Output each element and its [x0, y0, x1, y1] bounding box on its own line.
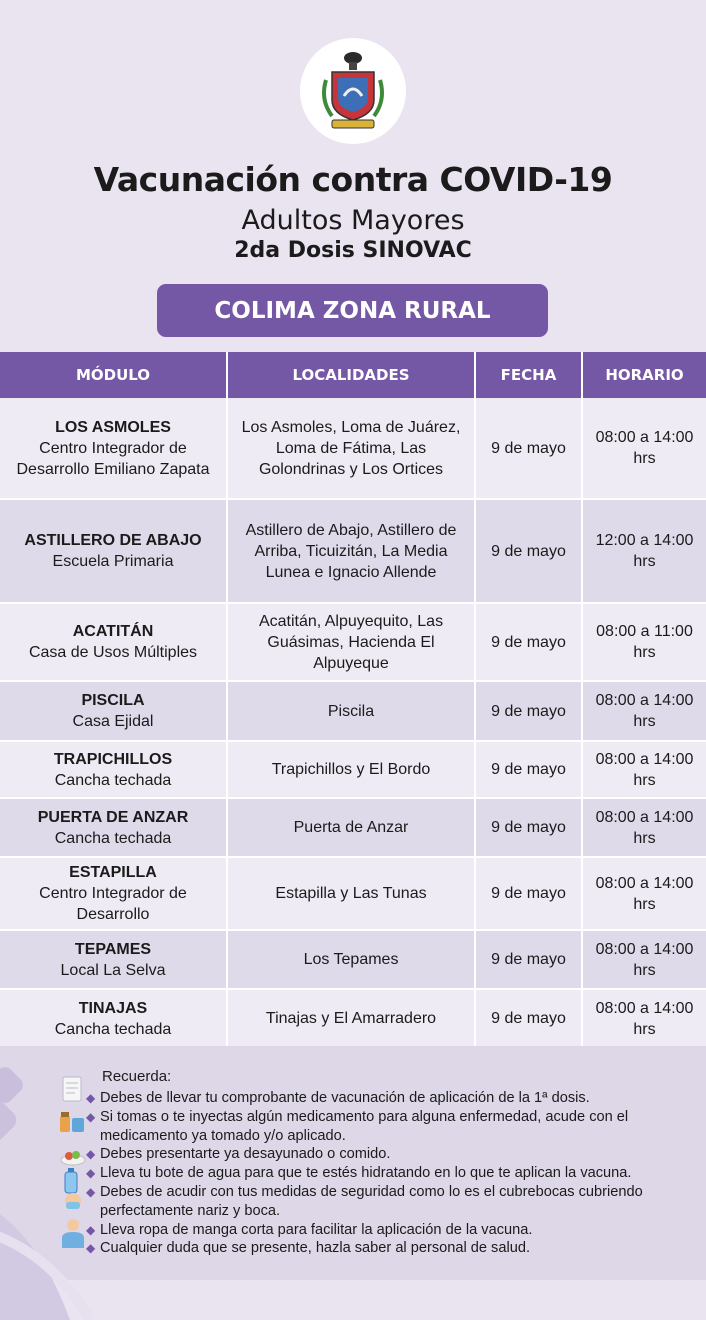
- localities-cell: Los Tepames: [227, 930, 475, 989]
- module-place: Cancha techada: [54, 771, 172, 789]
- medicine-icon: [58, 1110, 86, 1139]
- module-cell: [0, 681, 227, 741]
- table-row: [0, 398, 706, 499]
- dose-label: 2da Dosis SINOVAC: [234, 238, 472, 263]
- date-cell: 9 de mayo: [475, 398, 582, 499]
- document-icon: [62, 1076, 82, 1107]
- date-cell: 9 de mayo: [475, 857, 582, 930]
- module-name: TEPAMES: [74, 940, 152, 958]
- localities-cell: Piscila: [227, 681, 475, 741]
- module-cell: [0, 499, 227, 603]
- diamond-bullet-icon: ◆: [86, 1091, 96, 1105]
- list-item: [86, 1239, 698, 1258]
- reminder-text: Si tomas o te inyectas algún medicamento para alguna enfermedad, acude con el medicamento ya tomado y/o aplicado.: [100, 1108, 629, 1144]
- module-name: TRAPICHILLOS: [53, 750, 173, 768]
- module-place: Escuela Primaria: [52, 553, 174, 570]
- list-item: [86, 1089, 698, 1108]
- diamond-bullet-icon: ◆: [86, 1147, 96, 1162]
- table-row: [0, 930, 706, 989]
- module-cell: [0, 857, 227, 930]
- module-place: Cancha techada: [54, 829, 172, 847]
- module-place: Cancha techada: [54, 1020, 172, 1038]
- reminder-text: Cualquier duda que se presente, hazla saber al personal de salud.: [100, 1240, 530, 1257]
- table-row: [0, 989, 706, 1048]
- column-header-hours: HORARIO: [582, 352, 706, 398]
- localities-cell: Trapichillos y El Bordo: [227, 741, 475, 798]
- localities-cell: Estapilla y Las Tunas: [227, 857, 475, 930]
- diamond-bullet-icon: ◆: [86, 1222, 96, 1237]
- list-item: [86, 1183, 698, 1221]
- list-item: [86, 1145, 698, 1164]
- hours-cell: 08:00 a 14:00 hrs: [582, 989, 706, 1048]
- reminder-text: Debes de llevar tu comprobante de vacunación de aplicación de la 1ª dosis.: [100, 1090, 590, 1106]
- list-item: [86, 1164, 698, 1183]
- diamond-bullet-icon: ◆: [86, 1184, 96, 1199]
- list-item: [86, 1221, 698, 1240]
- hours-cell: 08:00 a 14:00 hrs: [582, 741, 706, 798]
- module-name: ACATITÁN: [72, 623, 154, 640]
- table-row: [0, 499, 706, 603]
- column-header-localities: LOCALIDADES: [227, 352, 475, 398]
- module-place: Centro Integrador de Desarrollo: [39, 885, 187, 923]
- zone-banner: [157, 284, 548, 337]
- diamond-bullet-icon: ◆: [86, 1109, 96, 1124]
- module-cell: [0, 798, 227, 857]
- table-row: [0, 741, 706, 798]
- hours-cell: 08:00 a 11:00 hrs: [582, 603, 706, 681]
- date-cell: 9 de mayo: [475, 741, 582, 798]
- hours-cell: 12:00 a 14:00 hrs: [582, 499, 706, 603]
- reminder-text: Lleva tu bote de agua para que te estés hidratando en lo que te aplican la vacuna.: [100, 1165, 632, 1182]
- module-name: TINAJAS: [78, 999, 148, 1017]
- hours-cell: 08:00 a 14:00 hrs: [582, 798, 706, 857]
- short-sleeve-icon: [60, 1218, 86, 1253]
- coat-of-arms-icon: [318, 50, 388, 132]
- module-name: PUERTA DE ANZAR: [37, 808, 189, 826]
- column-header-module: MÓDULO: [0, 352, 227, 398]
- zone-label: COLIMA ZONA RURAL: [214, 297, 491, 324]
- module-place: Centro Integrador de Desarrollo Emiliano Zapata: [16, 439, 210, 478]
- module-place: Casa Ejidal: [72, 713, 154, 730]
- module-cell: [0, 741, 227, 798]
- hours-cell: 08:00 a 14:00 hrs: [582, 398, 706, 499]
- schedule-table: [0, 352, 706, 1049]
- date-cell: 9 de mayo: [475, 603, 582, 681]
- localities-cell: Los Asmoles, Loma de Juárez, Loma de Fátima, Las Golondrinas y Los Ortices: [227, 398, 475, 499]
- reminder-heading: Recuerda:: [102, 1068, 172, 1085]
- table-row: [0, 681, 706, 741]
- date-cell: 9 de mayo: [475, 930, 582, 989]
- reminder-text: Debes presentarte ya desayunado o comido.: [100, 1146, 391, 1163]
- date-cell: 9 de mayo: [475, 798, 582, 857]
- module-name: PISCILA: [81, 692, 145, 709]
- reminder-list: [86, 1089, 698, 1258]
- module-name: ESTAPILLA: [69, 864, 157, 881]
- module-cell: [0, 930, 227, 989]
- face-mask-icon: [62, 1192, 84, 1219]
- localities-cell: Acatitán, Alpuyequito, Las Guásimas, Hacienda El Alpuyeque: [227, 603, 475, 681]
- localities-cell: Tinajas y El Amarradero: [227, 989, 475, 1048]
- hours-cell: 08:00 a 14:00 hrs: [582, 857, 706, 930]
- module-name: ASTILLERO DE ABAJO: [24, 532, 202, 549]
- localities-cell: Puerta de Anzar: [227, 798, 475, 857]
- module-place: Casa de Usos Múltiples: [28, 644, 198, 661]
- module-cell: [0, 989, 227, 1048]
- table-row: [0, 857, 706, 930]
- localities-cell: Astillero de Abajo, Astillero de Arriba, Ticuizitán, La Media Lunea e Ignacio Allende: [227, 499, 475, 603]
- date-cell: 9 de mayo: [475, 499, 582, 603]
- module-place: Local La Selva: [60, 961, 166, 979]
- hours-cell: 08:00 a 14:00 hrs: [582, 681, 706, 741]
- diamond-bullet-icon: ◆: [86, 1166, 96, 1181]
- date-cell: 9 de mayo: [475, 989, 582, 1048]
- diamond-bullet-icon: ◆: [86, 1241, 96, 1256]
- module-cell: [0, 398, 227, 499]
- reminder-text: Lleva ropa de manga corta para facilitar la aplicación de la vacuna.: [100, 1221, 533, 1238]
- list-item: [86, 1108, 698, 1146]
- column-header-date: FECHA: [475, 352, 582, 398]
- page-title: Vacunación contra COVID-19: [93, 160, 613, 199]
- table-row: [0, 798, 706, 857]
- reminder-text: Debes de acudir con tus medidas de seguridad como lo es el cubrebocas cubriendo perfectamente nariz y boca.: [100, 1183, 643, 1219]
- table-row: [0, 603, 706, 681]
- module-cell: [0, 603, 227, 681]
- hours-cell: 08:00 a 14:00 hrs: [582, 930, 706, 989]
- table-header-row: [0, 352, 706, 398]
- logo-badge: [300, 38, 406, 144]
- page-subtitle: Adultos Mayores: [241, 205, 465, 236]
- date-cell: 9 de mayo: [475, 681, 582, 741]
- module-name: LOS ASMOLES: [55, 418, 171, 436]
